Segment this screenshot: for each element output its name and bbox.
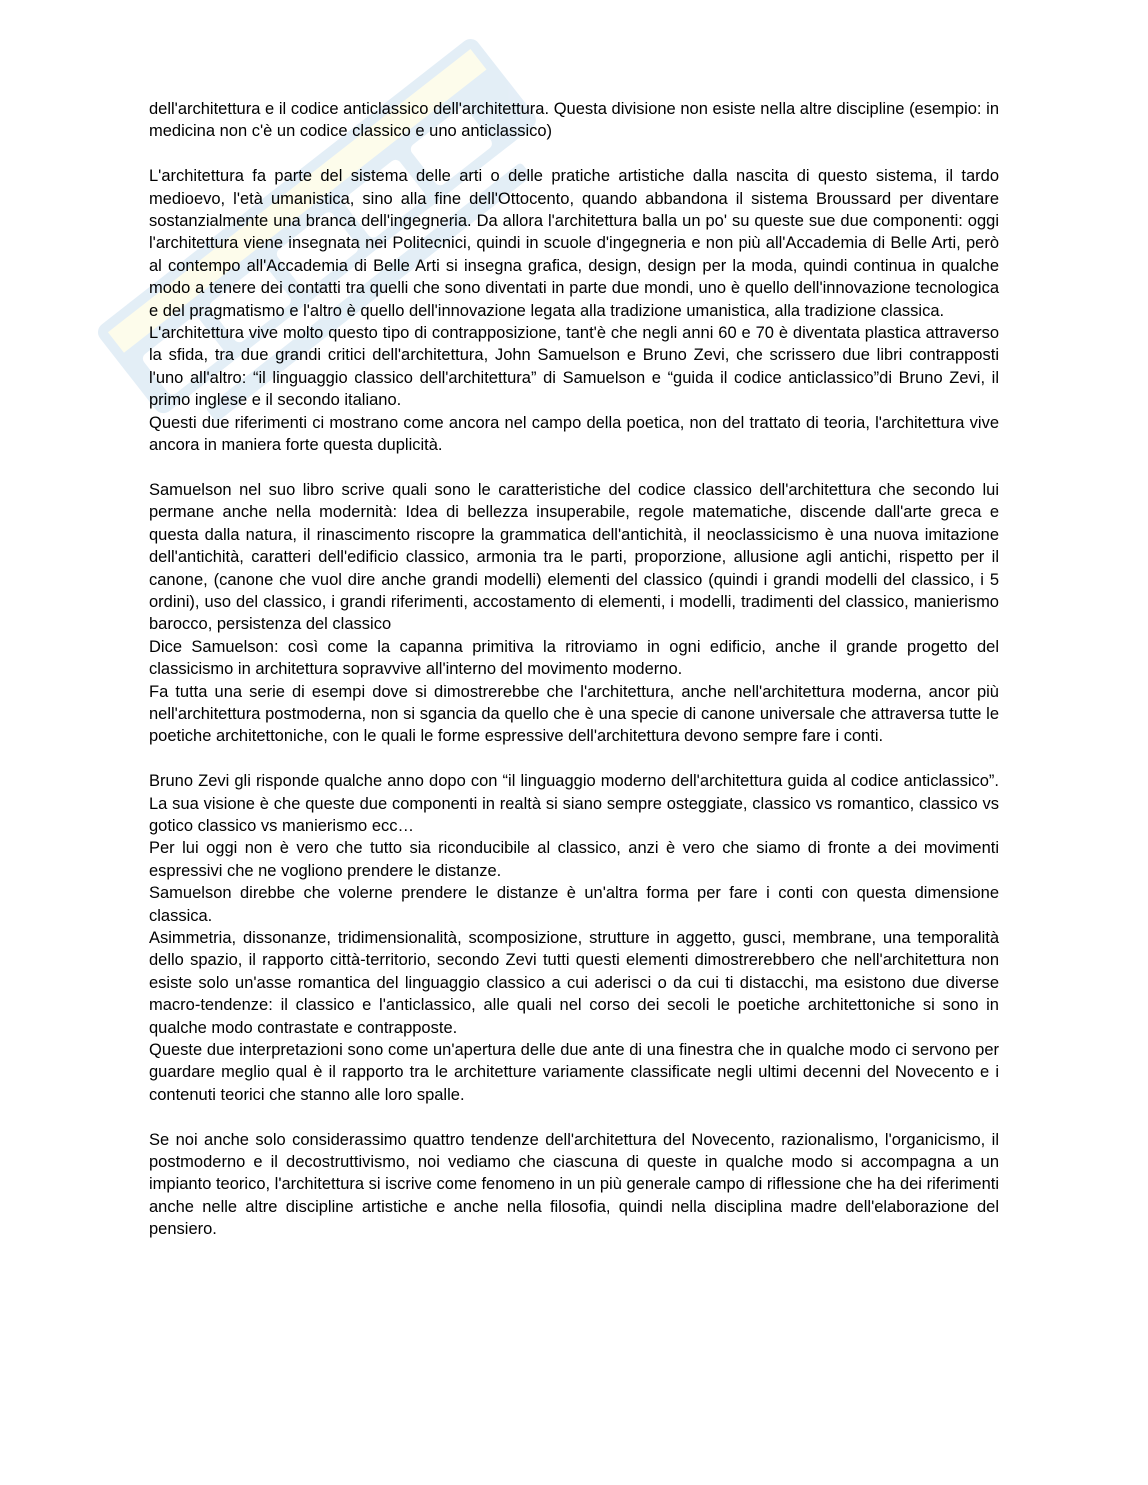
body-paragraph: Dice Samuelson: così come la capanna primitiva la ritroviamo in ogni edificio, anche il grande progetto del classicismo in architettura sopravvive all'interno del movimento moderno. [149,637,999,679]
body-paragraph: dell'architettura e il codice anticlassico dell'architettura. Questa divisione non esiste nella altre discipline (esempio: in medicina non c'è un codice classico e uno anticlassico) [149,100,999,141]
body-paragraph: Bruno Zevi gli risponde qualche anno dopo con “il linguaggio moderno dell'architettura guida al codice anticlassico”. La sua visione è che queste due componenti in realtà si siano sempre osteggiate, classico vs romantico, classico vs gotico classico vs manierismo ecc… [149,772,999,835]
body-paragraph: Se noi anche solo considerassimo quattro tendenze dell'architettura del Novecento, razionalismo, l'organicismo, il postmoderno e il decostruttivismo, noi vediamo che ciascuna di queste in qualche modo si accompagna a un impianto teorico, l'architettura si iscrive come fenomeno in un più generale campo di riflessione che ha dei riferimenti anche nelle altre discipline artistiche e anche nella filosofia, quindi nella disciplina madre dell'elaborazione del pensiero. [149,1130,999,1239]
document-body [149,98,999,1241]
body-paragraph: Questi due riferimenti ci mostrano come ancora nel campo della poetica, non del trattato di teoria, l'architettura vive ancora in maniera forte questa duplicità. [149,413,999,455]
body-paragraph: Queste due interpretazioni sono come un'apertura delle due ante di una finestra che in qualche modo ci servono per guardare meglio qual è il rapporto tra le architetture variamente classificate negli ultimi decenni del Novecento e i contenuti teorici che stanno alle loro spalle. [149,1041,999,1104]
body-paragraph: Per lui oggi non è vero che tutto sia riconducibile al classico, anzi è vero che siamo di fronte a dei movimenti espressivi che ne vogliono prendere le distanze. [149,839,999,880]
body-paragraph: Samuelson nel suo libro scrive quali sono le caratteristiche del codice classico dell'architettura che secondo lui permane anche nella modernità: Idea di bellezza insuperabile, regole matematiche, discende dall'arte greca e questa dalla natura, il rinascimento riscopre la grammatica dell'antichità, il neoclassicismo è una nuova imitazione dell'antichità, caratteri dell'edificio classico, armonia tra le parti, proporzione, allusione agli antichi, rispetto per il canone, (canone che vuol dire anche grandi modelli) elementi del classico (quindi i grandi modelli del classico, i 5 ordini), uso del classico, i grandi riferimenti, accostamento di elementi, i modelli, tradimenti del classico, manierismo barocco, persistenza del classico [149,480,999,634]
body-paragraph: Asimmetria, dissonanze, tridimensionalità, scomposizione, strutture in aggetto, gusci, membrane, una temporalità dello spazio, il rapporto città-territorio, secondo Zevi tutti questi elementi dimostrerebbero che nell'architettura non esiste solo un'asse romantica del linguaggio classico a cui aderisci o da cui ti distacchi, ma esistono due diverse macro-tendenze: il classico e l'anticlassico, alle quali nel corso dei secoli le poetiche architettoniche si sono in qualche modo contrastate e contrapposte. [149,928,999,1037]
body-paragraph: L'architettura vive molto questo tipo di contrapposizione, tant'è che negli anni 60 e 70 è diventata plastica attraverso la sfida, tra due grandi critici dell'architettura, John Samuelson e Bruno Zevi, che scrissero due libri contrapposti l'uno all'altro: “il linguaggio classico dell'architettura” di Samuelson e “guida il codice anticlassico”di Bruno Zevi, il primo inglese e il secondo italiano. [149,324,999,410]
body-paragraph: Samuelson direbbe che volerne prendere le distanze è un'altra forma per fare i conti con questa dimensione classica. [149,884,999,925]
body-paragraph: Fa tutta una serie di esempi dove si dimostrerebbe che l'architettura, anche nell'architettura moderna, ancor più nell'architettura postmoderna, non si sgancia da quello che è una specie di canone universale che attraversa tutte le poetiche architettoniche, con le quali le forme espressive dell'architettura devono sempre fare i conti. [149,682,999,746]
body-paragraph: L'architettura fa parte del sistema delle arti o delle pratiche artistiche dalla nascita di questo sistema, il tardo medioevo, l'età umanistica, sino alla fine dell'Ottocento, quando abbandona il sistema Broussard per diventare sostanzialmente una branca dell'ingegneria. Da allora l'architettura balla un po' su queste sue due componenti: oggi l'architettura viene insegnata nei Politecnici, quindi in scuole d'ingegneria e non più all'Accademia di Belle Arti, però al contempo all'Accademia di Belle Arti si insegna grafica, design, design per la moda, quindi continua in qualche modo a tenere dei contatti tra quelli che sono diventati in parte due mondi, uno è quello dell'innovazione tecnologica e del pragmatismo e l'altro è quello dell'innovazione legata alla tradizione umanistica, alla tradizione classica. [149,167,999,320]
